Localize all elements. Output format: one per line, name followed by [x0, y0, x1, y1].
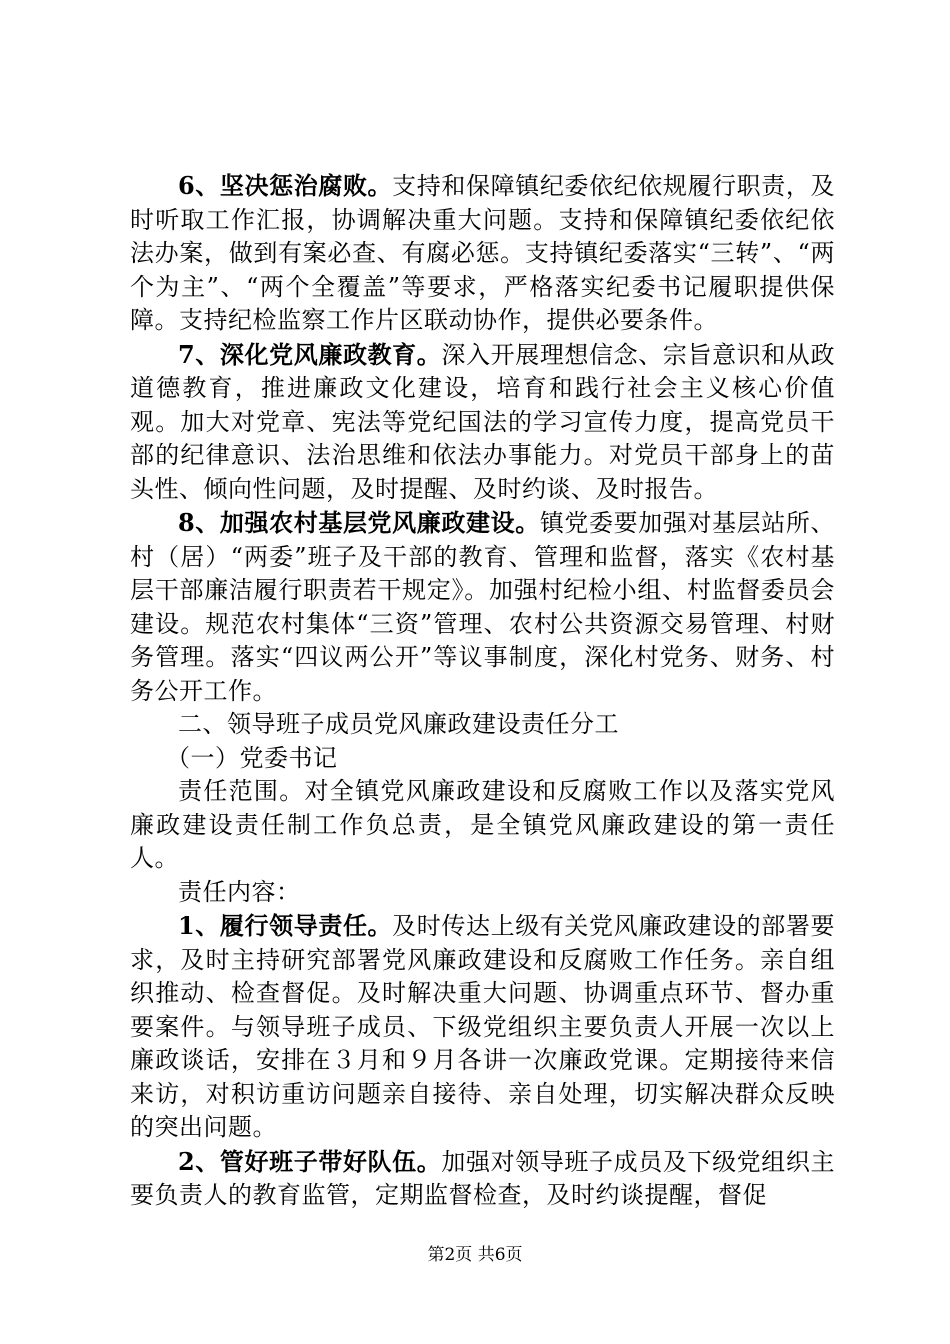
paragraph-lead: 8、加强农村基层党风廉政建设。 — [178, 508, 540, 537]
duty-lead: 2、管好班子带好队伍。 — [178, 1146, 442, 1176]
duty-1 — [130, 909, 835, 1145]
paragraph-text: 支持和保障镇纪委依纪依规履行职责，及时听取工作汇报，协调解决重大问题。支持和保障镇纪委依纪依法办案，做到有案必查、有腐必惩。支持镇纪委落实“三转”、“两个为主”、“两个全覆盖”等要求，严格落实纪委书记履职提供保障。支持纪检监察工作片区联动协作，提供必要条件。 — [130, 172, 835, 334]
subsection-heading: （一）党委书记 — [166, 743, 338, 772]
scope-paragraph: 责任范围。对全镇党风廉政建设和反腐败工作以及落实党风廉政建设责任制工作负总责，是全镇党风廉政建设的第一责任人。 — [130, 777, 835, 872]
duty-lead: 1、履行领导责任。 — [178, 911, 393, 940]
section-heading: 二、领导班子成员党风廉政建设责任分工 — [178, 710, 619, 738]
paragraph-7 — [130, 338, 835, 507]
paragraph-text: 镇党委要加强对基层站所、村（居）“两委”班子及干部的教育、管理和监督，落实《农村基层干部廉洁履行职责若干规定》。加强村纪检小组、村监督委员会建设。规范农村集体“三资”管理、农村公共资源交易管理、村财务管理。落实“四议两公开”等议事制度，深化村党务、财务、村务公开工作。 — [130, 509, 835, 705]
duty-text: 加强对领导班子成员及下级党组织主要负责人的教育监管，定期监督检查，及时约谈提醒，督促 — [130, 1147, 836, 1209]
paragraph-lead: 7、深化党风廉政教育。 — [178, 339, 442, 369]
paragraph-8 — [130, 506, 835, 708]
paragraph-text: 深入开展理想信念、宗旨意识和从政道德教育，推进廉政文化建设，培育和践行社会主义核心价值观。加大对党章、宪法等党纪国法的学习宣传力度，提高党员干部的纪律意识、法治思维和依法办事能力。对党员干部身上的苗头性、倾向性问题，及时提醒、及时约谈、及时报告。 — [130, 340, 836, 503]
paragraph-6 — [130, 169, 835, 338]
content-label: 责任内容： — [178, 877, 301, 906]
duty-2 — [130, 1145, 835, 1213]
document-body — [130, 169, 835, 1213]
page-footer: 第2页 共6页 — [427, 1245, 523, 1265]
paragraph-lead: 6、坚决惩治腐败。 — [178, 171, 393, 200]
duty-text: 及时传达上级有关党风廉政建设的部署要求，及时主持研究部署党风廉政建设和反腐败工作任务。亲自组织推动、检查督促。及时解决重大问题、协调重点环节、督办重要案件。与领导班子成员、下级党组织主要负责人开展一次以上廉政谈话，安排在３月和９月各讲一次廉政党课。定期接待来信来访，对积访重访问题亲自接待、亲自处理，切实解决群众反映的突出问题。 — [130, 912, 835, 1141]
